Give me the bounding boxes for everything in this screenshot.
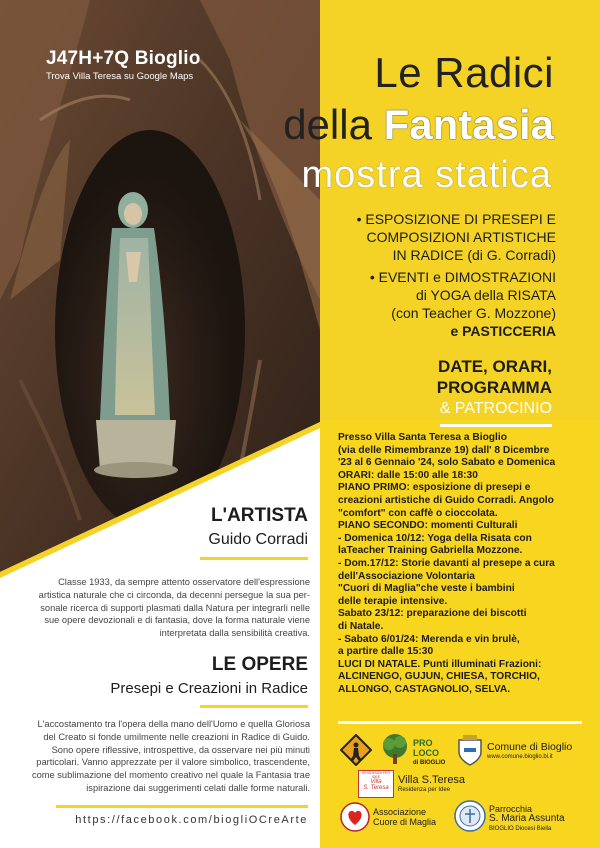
program-divider <box>338 721 582 724</box>
dates-heading: DATE, ORARI, PROGRAMMA & PATROCINIO <box>330 356 552 419</box>
title-line-2 <box>176 101 554 148</box>
title-fantasia: Fantasia <box>383 101 554 148</box>
maps-hint: Trova Villa Teresa su Google Maps <box>46 71 194 82</box>
villa-badge-icon: RESIDENZA PER IDEE Villa S. Teresa <box>358 770 394 798</box>
works-divider <box>200 705 308 708</box>
comune-logo: Comune di Bioglio www.comune.bioglio.bi.it <box>487 741 573 760</box>
title-line-1: Le Radici <box>374 49 554 96</box>
heart-logo-icon <box>340 802 370 832</box>
works-heading: LE OPERE <box>211 654 308 675</box>
parish-seal-icon <box>454 800 486 832</box>
works-text: L'accostamento tra l'opera della mano dell'Uomo e quella Gloriosa del Creato si fonde umilmente nelle creazioni in Radice di Guido. Sono opere riflessive, introspettive, da osservare nei più minuti particolari. Vanno apprezzate per il valore simbolico, trascendente, come sublimazione del momento creativo nel quale la Fantasia trae ispirazione dai suggerimenti celati dalle forme naturali. <box>31 719 310 793</box>
warning-sign-icon <box>340 734 372 766</box>
artist-bio: Classe 1933, da sempre attento osservatore dell'espressione artistica naturale che ci circonda, da decenni persegue la sua per- sonale ricerca di supporti plasmati dalla Natura per integrarli nelle sue opere devozionali e di fantasia, dove la forma naturale viene interpretata dalla sensibilità creativa. <box>38 577 310 639</box>
cuori-logo: Associazione Cuore di Maglia <box>373 807 437 827</box>
bullet-events: • EVENTI e DIMOSTRAZIONI di YOGA della RISATA (con Teacher G. Mozzone) e PASTICCERIA <box>369 269 556 339</box>
program-list: Presso Villa Santa Teresa a Bioglio (via delle Rimembranze 19) dall' 8 Dicembre '23 al 6 Gennaio '24, solo Sabato e Domenica ORARI: dalle 15:00 alle 18:30 PIANO PRIMO: esposizione di presepi e creazioni artistiche di Guido Corradi. Angolo "comfort" con caffè o cioccolata. PIANO SECONDO: momenti Culturali - Domenica 10/12: Yoga della Risata con laTeacher Training Gabriella Mozzone. - Dom.17/12: Storie davanti al presepe a cura dell'Associazione Volontaria "Cuori di Maglia"che veste i bambini delle terapie intensive. Sabato 23/12: preparazione dei biscotti di Natale. - Sabato 6/01/24: Merenda e vin brulè, a partire dalle 15:30 LUCI DI NATALE. Punti illuminati Frazioni: ALCINENGO, GUJUN, CHIESA, TORCHIO, ALLONGO, CASTAGNOLIO, SELVA. <box>338 432 556 695</box>
tree-icon <box>378 732 412 766</box>
works-subtitle: Presepi e Creazioni in Radice <box>110 680 308 697</box>
bullet-exhibition: • ESPOSIZIONE DI PRESEPI E COMPOSIZIONI ARTISTICHE IN RADICE (di G. Corradi) <box>356 211 556 263</box>
villa-logo: Villa S.Teresa Residenza per Idee <box>398 774 466 793</box>
parrocchia-logo: Parrocchia S. Maria Assunta BIOGLIO Diocesi Biella <box>489 804 565 832</box>
title-line-3: mostra statica <box>301 154 552 196</box>
dates-divider <box>440 424 552 427</box>
feature-bullets <box>330 210 556 344</box>
facebook-link[interactable]: https://facebook.com/biogliOCreArte <box>75 814 308 826</box>
plus-code: J47H+7Q Bioglio <box>46 48 201 69</box>
artist-heading: L'ARTISTA <box>210 505 308 526</box>
comune-crest-icon <box>456 734 484 766</box>
title-della: della <box>283 101 384 148</box>
artist-name: Guido Corradi <box>208 531 308 548</box>
artist-divider <box>200 557 308 560</box>
patrocinio-label: & PATROCINIO <box>439 400 552 417</box>
footer-divider <box>56 805 308 808</box>
proloco-logo: PRO LOCO di BIOGLIO <box>413 738 446 766</box>
